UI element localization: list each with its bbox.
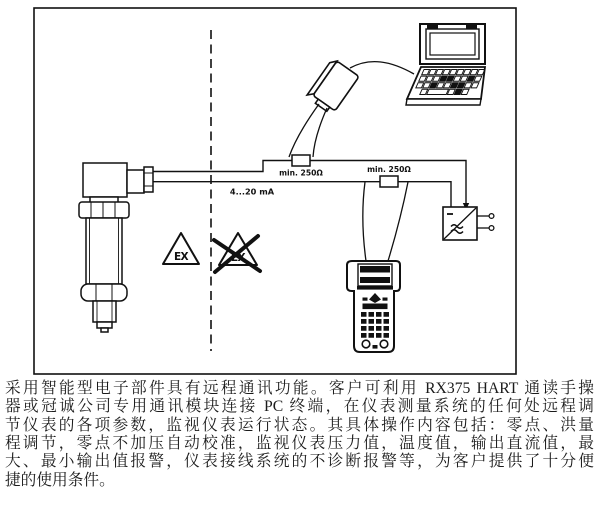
resistor-1-label: min. 250Ω xyxy=(279,168,323,178)
transmitter-body xyxy=(86,218,122,284)
ribbed-ring xyxy=(79,202,129,218)
laptop-screen xyxy=(430,33,475,55)
cable-gland xyxy=(144,167,153,192)
resistor-2-label: min. 250Ω xyxy=(367,165,411,174)
paragraph-line-4: 程调节，零点不加压自动校准，监视仪表压力值，温度值，输出直流值，最 xyxy=(5,435,594,453)
transmitter-head-step xyxy=(127,170,144,193)
laptop-hinge-right xyxy=(466,24,477,30)
paragraph-line-2: 器或冠诚公司专用通讯模块连接 PC 终端，在仪表测量系统的任何处远程调 xyxy=(5,398,594,416)
handheld-communicator xyxy=(347,261,400,352)
handheld-screen xyxy=(357,264,393,290)
paragraph-line-3: 节仪表的各项参数，监视仪表运行状态。其具体操作内容包括：零点、洪量 xyxy=(5,416,594,434)
laptop-lid xyxy=(420,24,485,64)
hex-nut xyxy=(81,284,127,301)
transmitter-head xyxy=(83,163,127,197)
ex-triangle-label: EX xyxy=(173,251,189,263)
paragraph-line-6: 捷的使用条件。 xyxy=(5,471,115,489)
process-connection xyxy=(93,301,116,332)
description-paragraph xyxy=(5,380,594,490)
laptop-hinge-left xyxy=(427,24,438,30)
paragraph-line-5: 大、最小输出值报警，仪表接线系统的不诊断报警等，为客户提供了十分便 xyxy=(5,453,594,471)
paragraph-line-1: 采用智能型电子部件具有远程通讯功能。客户可利用 RX375 HART 通读手操 xyxy=(5,380,594,397)
current-loop-label: 4...20 mA xyxy=(229,186,275,197)
laptop-base xyxy=(406,67,485,105)
